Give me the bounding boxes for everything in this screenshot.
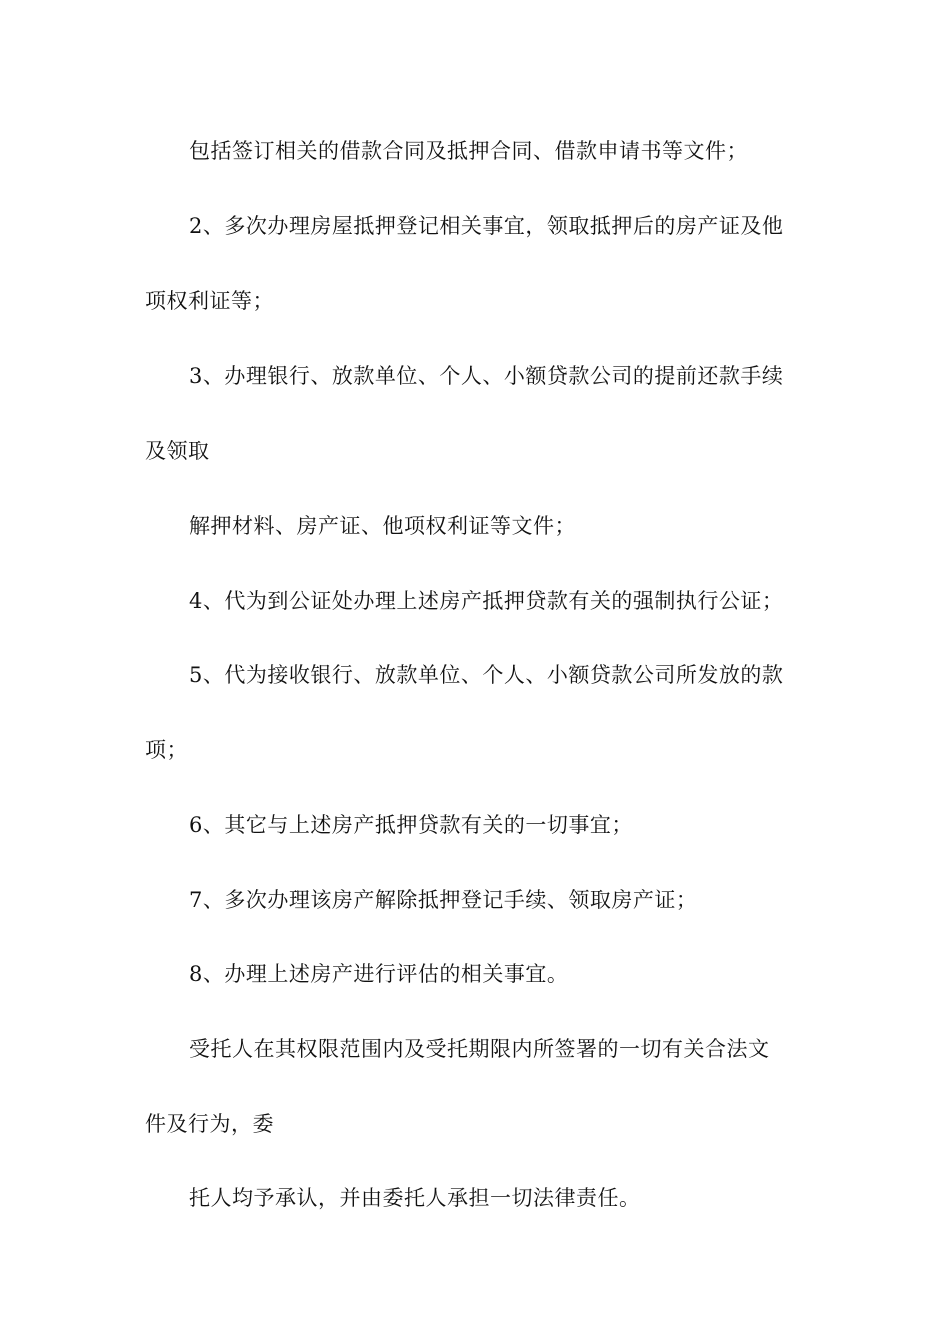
text-line-closing: 受托人在其权限范围内及受托期限内所签署的一切有关合法文 (189, 1037, 770, 1061)
text-line-item-5: 5、代为接收银行、放款单位、个人、小额贷款公司所发放的款 (189, 663, 784, 687)
text-line-closing-continued-2: 托人均予承认，并由委托人承担一切法律责任。 (189, 1186, 641, 1210)
text-line-item-6: 6、其它与上述房产抵押贷款有关的一切事宜； (189, 813, 633, 837)
text-line-item-2-continued: 项权利证等； (145, 289, 274, 313)
text-line-item-2: 2、多次办理房屋抵押登记相关事宜，领取抵押后的房产证及他 (189, 214, 784, 238)
text-line-closing-continued: 件及行为，委 (145, 1112, 274, 1136)
text-line-item-3: 3、办理银行、放款单位、个人、小额贷款公司的提前还款手续 (189, 364, 784, 388)
text-line-item-3-continued-2: 解押材料、房产证、他项权利证等文件； (189, 514, 576, 538)
text-line-item-4: 4、代为到公证处办理上述房产抵押贷款有关的强制执行公证； (189, 589, 784, 613)
text-line-item-7: 7、多次办理该房产解除抵押登记手续、领取房产证； (189, 888, 698, 912)
text-line-item-5-continued: 项； (145, 738, 188, 762)
text-line-1: 包括签订相关的借款合同及抵押合同、借款申请书等文件； (189, 139, 748, 163)
text-line-item-8: 8、办理上述房产进行评估的相关事宜。 (189, 962, 569, 986)
text-line-item-3-continued: 及领取 (145, 439, 210, 463)
